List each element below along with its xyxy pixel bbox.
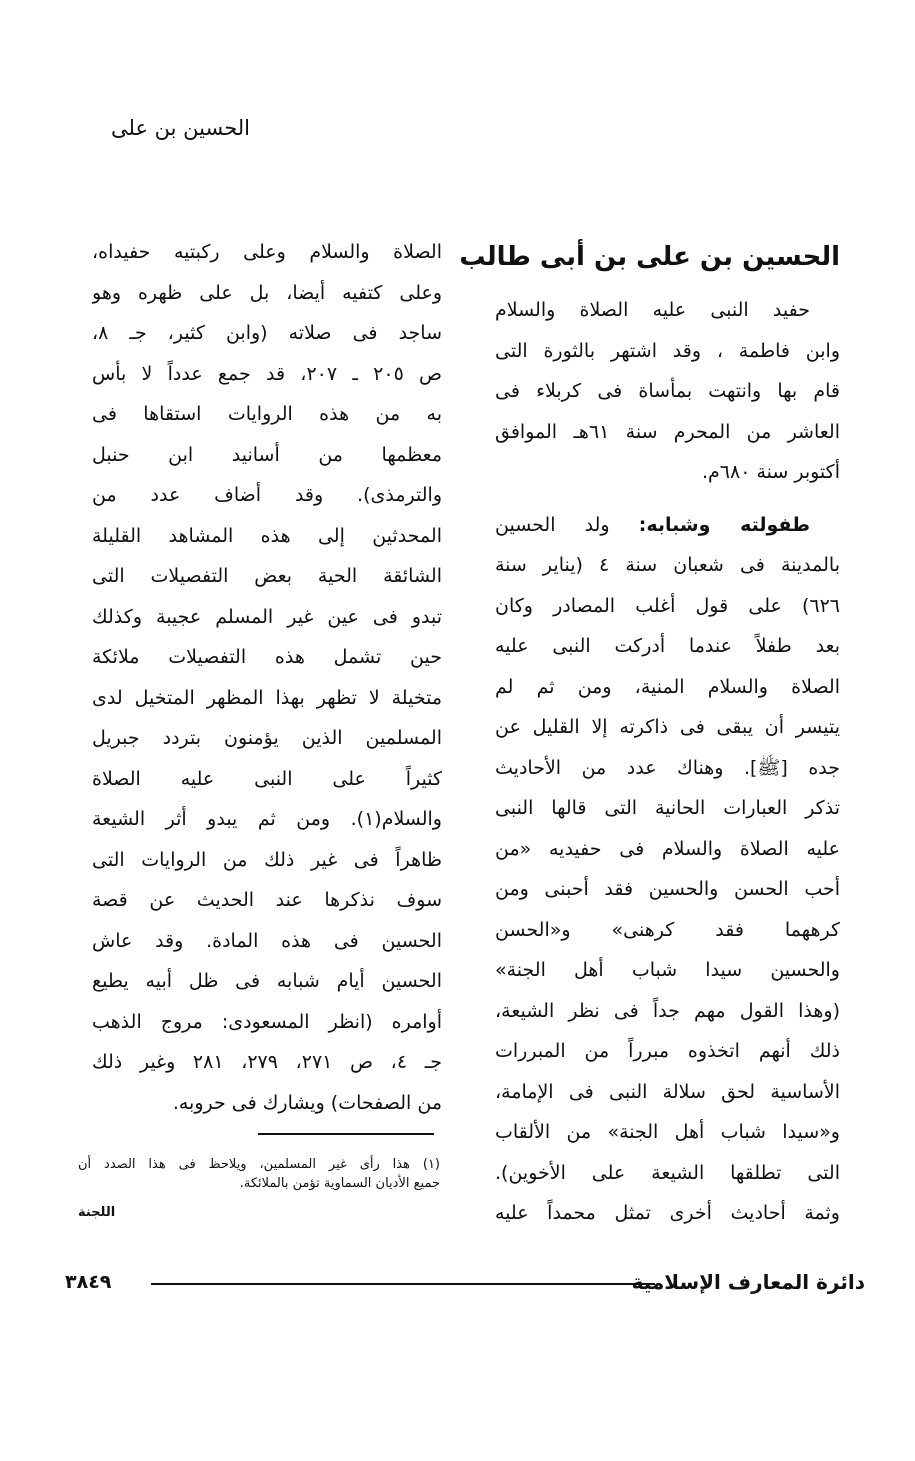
text-line: تبدو فى عين غير المسلم عجيبة وكذلك [92, 605, 442, 628]
text-line: الحسين فى هذه المادة. وقد عاش [92, 929, 442, 952]
text-line: كرههما فقد كرهنى» و«الحسن [495, 918, 840, 941]
text-line: وثمة أحاديث أخرى تمثل محمداً عليه [495, 1202, 840, 1224]
section-first-line [495, 505, 840, 546]
text-line: (وهذا القول مهم جداً فى نظر الشيعة، [495, 999, 840, 1022]
text-line: قام بها وانتهت بمأساة فى كربلاء فى [495, 380, 840, 402]
footnote-line: (١) هذا رأى غير المسلمين، ويلاحظ فى هذا الصدد أن [78, 1157, 440, 1172]
publication-title: دائرة المعارف الإسلامية [631, 1270, 865, 1294]
text-line: أحب الحسن والحسين فقد أحبنى ومن [495, 878, 840, 900]
text-line: ذلك أنهم اتخذوه مبرراً من المبررات [495, 1040, 840, 1062]
text-line: متخيلة لا تظهر بهذا المظهر المتخيل لدى [92, 686, 442, 709]
text-line: ٦٢٦) على قول أغلب المصادر وكان [495, 594, 840, 617]
text-line: و«سيدا شباب أهل الجنة» من الألقاب [495, 1121, 840, 1143]
text-line: والسلام(١). ومن ثم يبدو أثر الشيعة [92, 808, 442, 830]
text-line: أكتوبر سنة ٦٨٠م. [701, 461, 840, 483]
text-line: به من هذه الروايات استقاها فى [92, 403, 442, 425]
childhood-section [495, 505, 840, 1234]
footnotes [78, 1155, 440, 1220]
footnote-divider [258, 1133, 434, 1135]
text-line: ظاهراً فى غير ذلك من الروايات التى [92, 848, 442, 871]
text-line: تذكر العبارات الحانية التى قالها النبى [495, 797, 840, 819]
text-line: يتيسر أن يبقى فى ذاكرته إلا القليل عن [495, 716, 840, 738]
text-line: بالمدينة فى شعبان سنة ٤ (يناير سنة [495, 554, 840, 576]
intro-paragraph [495, 290, 840, 493]
text-line: سوف نذكرها عند الحديث عن قصة [92, 889, 442, 911]
text-line: والترمذى). وقد أضاف عدد من [92, 484, 442, 506]
right-column [459, 232, 840, 1234]
section-first-line-text: ولد الحسين [495, 513, 610, 536]
text-line: جده [ﷺ]. وهناك عدد من الأحاديث [495, 756, 840, 779]
footnote-signature: اللجنة [78, 1205, 116, 1220]
text-line: عليه الصلاة والسلام فى حفيديه «من [495, 837, 840, 860]
text-line: الأساسية لحق سلالة النبى فى الإمامة، [495, 1080, 840, 1103]
section-heading: طفولته وشبابه: [638, 513, 810, 536]
text-line: الصلاة والسلام وعلى ركبتيه حفيداه، [92, 241, 442, 263]
text-line: الحسين أيام شبابه فى ظل أبيه يطيع [92, 970, 442, 992]
text-line: ص ٢٠٥ ـ ٢٠٧، قد جمع عدداً لا بأس [92, 362, 442, 385]
page-footer [65, 1268, 865, 1296]
text-line: أوامره (انظر المسعودى: مروج الذهب [92, 1010, 442, 1033]
text-line: وابن فاطمة ، وقد اشتهر بالثورة التى [495, 339, 840, 362]
text-line: معظمها من أسانيد ابن حنبل [92, 443, 442, 466]
text-line: المسلمين الذين يؤمنون بتردد جبريل [92, 727, 442, 749]
text-line: الشائقة الحية بعض التفصيلات التى [92, 565, 442, 587]
article-title: الحسين بن على بن أبى طالب [459, 242, 840, 272]
text-line: بعد طفلاً عندما أدركت النبى عليه [495, 635, 840, 657]
running-head: الحسين بن على [110, 116, 250, 140]
text-line: حفيد النبى عليه الصلاة والسلام [495, 299, 810, 321]
text-line: العاشر من المحرم سنة ٦١هـ الموافق [495, 420, 840, 443]
text-line: كثيراً على النبى عليه الصلاة [92, 767, 442, 790]
text-line: جـ ٤، ص ٢٧١، ٢٧٩، ٢٨١ وغير ذلك [92, 1051, 442, 1073]
text-line: ساجد فى صلاته (وابن كثير، جـ ٨، [92, 322, 442, 344]
left-column [92, 232, 442, 1123]
text-line: التى تطلقها الشيعة على الأخوين). [495, 1161, 840, 1184]
footnote-line: جميع الأديان السماوية تؤمن بالملائكة. [239, 1176, 440, 1191]
text-line: والحسين سيدا شباب أهل الجنة» [495, 959, 840, 981]
text-line: الصلاة والسلام المنية، ومن ثم لم [495, 675, 840, 698]
footer-divider [151, 1283, 655, 1285]
text-line: من الصفحات) ويشارك فى حروبه. [172, 1091, 442, 1114]
text-line: المحدثين إلى هذه المشاهد القليلة [92, 524, 442, 547]
page-number: ٣٨٤٩ [65, 1271, 112, 1293]
text-line: حين تشمل هذه التفصيلات ملائكة [92, 646, 442, 668]
text-line: وعلى كتفيه أيضا، بل على ظهره وهو [92, 281, 442, 304]
